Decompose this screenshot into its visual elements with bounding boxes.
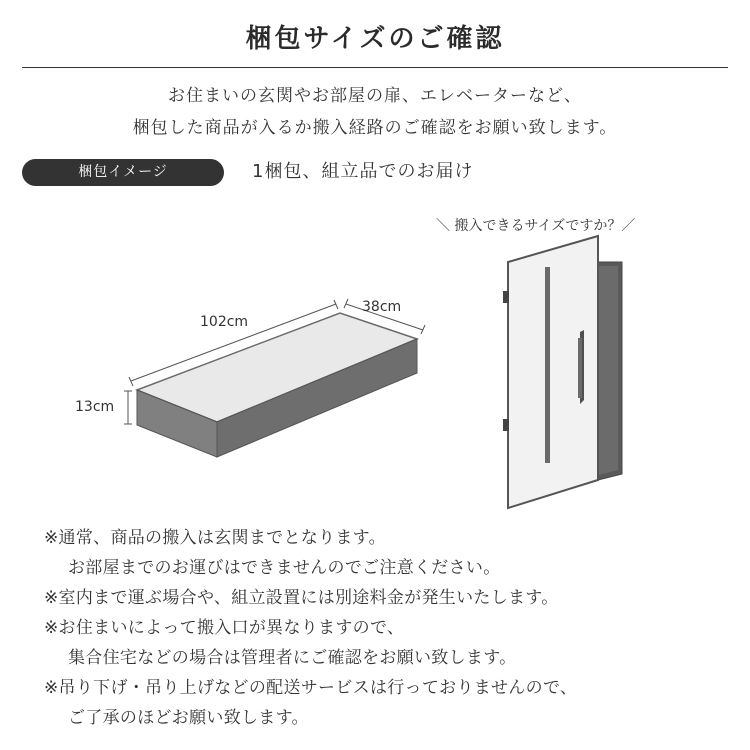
notes-section: [44, 523, 724, 733]
note-line-4: ※お住まいによって搬入口が異なりますので、: [44, 618, 405, 638]
door-hinge-top: [503, 291, 509, 303]
package-box-illustration: [124, 299, 425, 457]
note-line-1: ※通常、商品の搬入は玄関までとなります。: [44, 528, 386, 548]
door-groove: [545, 267, 550, 463]
door-hinge-bottom: [503, 419, 509, 431]
door-question: ＼ 搬入できるサイズですか？／: [436, 218, 636, 234]
length-label: 102cm: [200, 314, 249, 330]
page-title: 梱包サイズのご確認: [245, 24, 505, 54]
height-label: 13cm: [75, 399, 115, 415]
package-image-badge: 梱包イメージ: [22, 159, 224, 186]
intro-line-2: 梱包した商品が入るか搬入経路のご確認をお願い致します。: [132, 118, 618, 138]
door-illustration: [503, 236, 622, 508]
door-panel: [508, 236, 598, 508]
package-count-text: 1梱包、組立品でのお届け: [252, 161, 474, 182]
note-line-2: お部屋までのお運びはできませんのでご注意ください。: [68, 558, 501, 578]
depth-label: 38cm: [362, 299, 402, 315]
intro-line-1: お住まいの玄関やお部屋の扉、エレベーターなど、: [168, 86, 582, 106]
note-line-3: ※室内まで運ぶ場合や、組立設置には別途料金が発生いたします。: [44, 588, 559, 608]
note-line-6: ※吊り下げ・吊り上げなどの配送サービスは行っておりませんので、: [44, 678, 578, 698]
note-line-5: 集合住宅などの場合は管理者にご確認をお願い致します。: [68, 648, 517, 668]
note-line-7: ご了承のほどお願い致します。: [68, 708, 309, 728]
